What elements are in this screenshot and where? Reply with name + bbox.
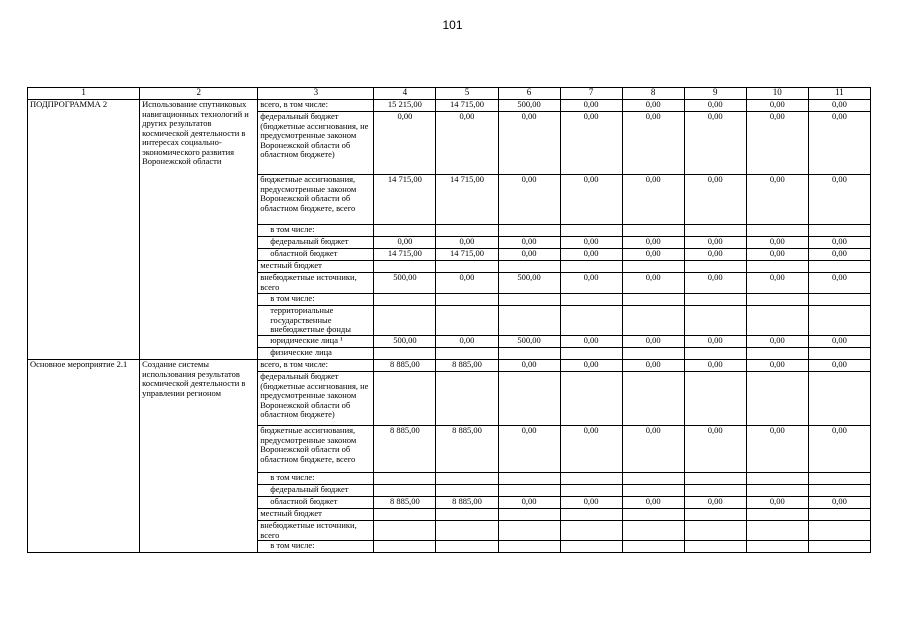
- value-cell: 0,00: [622, 497, 684, 509]
- value-cell: 8 885,00: [374, 497, 436, 509]
- value-cell: 0,00: [746, 237, 808, 249]
- value-cell: [684, 509, 746, 521]
- value-cell: 0,00: [374, 237, 436, 249]
- value-cell: 0,00: [622, 237, 684, 249]
- value-cell: [436, 521, 498, 541]
- value-cell: 0,00: [808, 112, 870, 175]
- funding-source-label: в том числе:: [258, 294, 374, 306]
- value-cell: 0,00: [808, 336, 870, 348]
- value-cell: 0,00: [808, 360, 870, 372]
- value-cell: [436, 485, 498, 497]
- value-cell: 0,00: [498, 237, 560, 249]
- value-cell: [498, 509, 560, 521]
- value-cell: [374, 306, 436, 336]
- value-cell: [808, 225, 870, 237]
- value-cell: [684, 473, 746, 485]
- value-cell: 0,00: [684, 237, 746, 249]
- value-cell: [684, 306, 746, 336]
- funding-source-label: федеральный бюджет: [258, 237, 374, 249]
- value-cell: 0,00: [622, 336, 684, 348]
- value-cell: [560, 306, 622, 336]
- value-cell: 0,00: [684, 426, 746, 473]
- value-cell: 0,00: [684, 112, 746, 175]
- funding-source-label: юридические лица ¹: [258, 336, 374, 348]
- value-cell: [808, 485, 870, 497]
- value-cell: [374, 261, 436, 273]
- value-cell: 0,00: [498, 360, 560, 372]
- value-cell: 0,00: [436, 112, 498, 175]
- value-cell: [808, 521, 870, 541]
- value-cell: [498, 485, 560, 497]
- value-cell: 500,00: [498, 100, 560, 112]
- value-cell: 0,00: [808, 100, 870, 112]
- value-cell: [808, 306, 870, 336]
- value-cell: 8 885,00: [374, 360, 436, 372]
- funding-source-label: территориальные государственные внебюджетные фонды: [258, 306, 374, 336]
- value-cell: 0,00: [746, 175, 808, 225]
- column-header-11: 11: [808, 88, 870, 100]
- value-cell: [684, 261, 746, 273]
- value-cell: 0,00: [560, 273, 622, 294]
- value-cell: 0,00: [560, 175, 622, 225]
- value-cell: [622, 294, 684, 306]
- value-cell: [436, 225, 498, 237]
- value-cell: 500,00: [498, 273, 560, 294]
- value-cell: 0,00: [622, 175, 684, 225]
- value-cell: [622, 225, 684, 237]
- value-cell: [622, 306, 684, 336]
- value-cell: 0,00: [560, 360, 622, 372]
- value-cell: [808, 372, 870, 426]
- value-cell: [622, 521, 684, 541]
- value-cell: 0,00: [684, 360, 746, 372]
- value-cell: 0,00: [808, 273, 870, 294]
- funding-source-label: в том числе:: [258, 473, 374, 485]
- section-name: Использование спутниковых навигационных технологий и других результатов космической деятельности в интересах социально-экономического развития Воронежской области: [140, 100, 258, 360]
- value-cell: 8 885,00: [436, 426, 498, 473]
- header-row: [28, 88, 871, 100]
- value-cell: [560, 225, 622, 237]
- column-header-1: 1: [28, 88, 140, 100]
- value-cell: 0,00: [498, 112, 560, 175]
- value-cell: 0,00: [436, 237, 498, 249]
- value-cell: [436, 306, 498, 336]
- section-title: Основное мероприятие 2.1: [28, 360, 140, 553]
- value-cell: [560, 261, 622, 273]
- funding-source-label: в том числе:: [258, 225, 374, 237]
- value-cell: 0,00: [684, 249, 746, 261]
- value-cell: [436, 348, 498, 360]
- value-cell: [746, 372, 808, 426]
- value-cell: 14 715,00: [374, 249, 436, 261]
- value-cell: [498, 225, 560, 237]
- value-cell: [622, 485, 684, 497]
- funding-source-label: местный бюджет: [258, 509, 374, 521]
- value-cell: [684, 541, 746, 553]
- value-cell: [746, 473, 808, 485]
- value-cell: 0,00: [498, 497, 560, 509]
- value-cell: [374, 473, 436, 485]
- value-cell: [808, 294, 870, 306]
- value-cell: [684, 372, 746, 426]
- table-row: [28, 360, 871, 372]
- value-cell: 0,00: [560, 336, 622, 348]
- value-cell: [560, 372, 622, 426]
- value-cell: [622, 541, 684, 553]
- value-cell: [436, 509, 498, 521]
- value-cell: 0,00: [684, 497, 746, 509]
- value-cell: 0,00: [746, 273, 808, 294]
- value-cell: [374, 509, 436, 521]
- value-cell: [746, 261, 808, 273]
- value-cell: 0,00: [560, 249, 622, 261]
- value-cell: 0,00: [560, 426, 622, 473]
- value-cell: 0,00: [808, 497, 870, 509]
- value-cell: [746, 509, 808, 521]
- value-cell: 0,00: [622, 100, 684, 112]
- budget-table: [27, 87, 871, 553]
- value-cell: 0,00: [746, 497, 808, 509]
- value-cell: [746, 348, 808, 360]
- value-cell: [498, 294, 560, 306]
- value-cell: 0,00: [684, 273, 746, 294]
- value-cell: 0,00: [436, 273, 498, 294]
- funding-source-label: всего, в том числе:: [258, 100, 374, 112]
- value-cell: [374, 521, 436, 541]
- funding-source-label: бюджетные ассигнования, предусмотренные законом Воронежской области об областном бюджете, всего: [258, 426, 374, 473]
- value-cell: [746, 306, 808, 336]
- value-cell: [746, 485, 808, 497]
- value-cell: 500,00: [374, 336, 436, 348]
- value-cell: 0,00: [498, 249, 560, 261]
- value-cell: 0,00: [746, 360, 808, 372]
- funding-source-label: внебюджетные источники, всего: [258, 521, 374, 541]
- value-cell: [684, 521, 746, 541]
- value-cell: [560, 294, 622, 306]
- value-cell: 0,00: [622, 249, 684, 261]
- value-cell: 0,00: [622, 426, 684, 473]
- value-cell: 0,00: [374, 112, 436, 175]
- value-cell: [622, 509, 684, 521]
- value-cell: [436, 294, 498, 306]
- value-cell: 0,00: [560, 237, 622, 249]
- value-cell: [436, 372, 498, 426]
- value-cell: [498, 348, 560, 360]
- value-cell: [374, 372, 436, 426]
- value-cell: 0,00: [498, 426, 560, 473]
- value-cell: [560, 541, 622, 553]
- value-cell: 15 215,00: [374, 100, 436, 112]
- column-header-3: 3: [258, 88, 374, 100]
- value-cell: [560, 521, 622, 541]
- column-header-10: 10: [746, 88, 808, 100]
- value-cell: 0,00: [746, 336, 808, 348]
- funding-source-label: областной бюджет: [258, 249, 374, 261]
- funding-source-label: федеральный бюджет: [258, 485, 374, 497]
- value-cell: [498, 521, 560, 541]
- funding-source-label: бюджетные ассигнования, предусмотренные законом Воронежской области об областном бюджете, всего: [258, 175, 374, 225]
- column-header-5: 5: [436, 88, 498, 100]
- value-cell: [436, 261, 498, 273]
- funding-source-label: внебюджетные источники, всего: [258, 273, 374, 294]
- value-cell: [436, 541, 498, 553]
- value-cell: 14 715,00: [374, 175, 436, 225]
- value-cell: 500,00: [374, 273, 436, 294]
- value-cell: 500,00: [498, 336, 560, 348]
- value-cell: [498, 306, 560, 336]
- value-cell: [684, 294, 746, 306]
- value-cell: 0,00: [622, 273, 684, 294]
- value-cell: [560, 473, 622, 485]
- funding-source-label: федеральный бюджет (бюджетные ассигнования, не предусмотренные законом Воронежской области об областном бюджете): [258, 112, 374, 175]
- value-cell: [374, 485, 436, 497]
- value-cell: [622, 261, 684, 273]
- value-cell: 8 885,00: [436, 497, 498, 509]
- column-header-2: 2: [140, 88, 258, 100]
- column-header-8: 8: [622, 88, 684, 100]
- funding-source-label: физические лица: [258, 348, 374, 360]
- value-cell: [374, 225, 436, 237]
- value-cell: [436, 473, 498, 485]
- value-cell: 0,00: [808, 237, 870, 249]
- section-name: Создание системы использования результатов космической деятельности в управлении регионом: [140, 360, 258, 553]
- value-cell: 0,00: [746, 112, 808, 175]
- funding-source-label: в том числе:: [258, 541, 374, 553]
- value-cell: [684, 225, 746, 237]
- value-cell: [808, 509, 870, 521]
- column-header-9: 9: [684, 88, 746, 100]
- value-cell: [498, 541, 560, 553]
- section-title: ПОДПРОГРАММА 2: [28, 100, 140, 360]
- value-cell: 0,00: [498, 175, 560, 225]
- value-cell: 0,00: [622, 112, 684, 175]
- value-cell: [374, 541, 436, 553]
- value-cell: [746, 294, 808, 306]
- funding-source-label: местный бюджет: [258, 261, 374, 273]
- value-cell: [808, 261, 870, 273]
- funding-source-label: всего, в том числе:: [258, 360, 374, 372]
- value-cell: [808, 473, 870, 485]
- value-cell: [498, 372, 560, 426]
- value-cell: [498, 261, 560, 273]
- value-cell: [560, 348, 622, 360]
- value-cell: 0,00: [808, 249, 870, 261]
- value-cell: 0,00: [684, 175, 746, 225]
- value-cell: 8 885,00: [436, 360, 498, 372]
- value-cell: 0,00: [746, 249, 808, 261]
- column-header-4: 4: [374, 88, 436, 100]
- value-cell: [684, 348, 746, 360]
- value-cell: 14 715,00: [436, 175, 498, 225]
- value-cell: [622, 372, 684, 426]
- funding-source-label: областной бюджет: [258, 497, 374, 509]
- column-header-7: 7: [560, 88, 622, 100]
- value-cell: 0,00: [560, 112, 622, 175]
- funding-source-label: федеральный бюджет (бюджетные ассигнования, не предусмотренные законом Воронежской области об областном бюджете): [258, 372, 374, 426]
- value-cell: [498, 473, 560, 485]
- value-cell: [374, 294, 436, 306]
- value-cell: 0,00: [436, 336, 498, 348]
- value-cell: 8 885,00: [374, 426, 436, 473]
- value-cell: [808, 348, 870, 360]
- value-cell: [560, 509, 622, 521]
- value-cell: 0,00: [746, 426, 808, 473]
- value-cell: 0,00: [746, 100, 808, 112]
- value-cell: 0,00: [808, 175, 870, 225]
- value-cell: 0,00: [622, 360, 684, 372]
- value-cell: [560, 485, 622, 497]
- value-cell: 0,00: [560, 100, 622, 112]
- table-row: [28, 100, 871, 112]
- value-cell: 0,00: [808, 426, 870, 473]
- column-header-6: 6: [498, 88, 560, 100]
- value-cell: [622, 348, 684, 360]
- value-cell: 0,00: [560, 497, 622, 509]
- value-cell: 0,00: [684, 100, 746, 112]
- value-cell: [746, 521, 808, 541]
- value-cell: [746, 225, 808, 237]
- page-number: 101: [442, 18, 463, 32]
- value-cell: [746, 541, 808, 553]
- value-cell: [622, 473, 684, 485]
- value-cell: [808, 541, 870, 553]
- value-cell: 14 715,00: [436, 100, 498, 112]
- value-cell: [374, 348, 436, 360]
- value-cell: 14 715,00: [436, 249, 498, 261]
- value-cell: 0,00: [684, 336, 746, 348]
- value-cell: [684, 485, 746, 497]
